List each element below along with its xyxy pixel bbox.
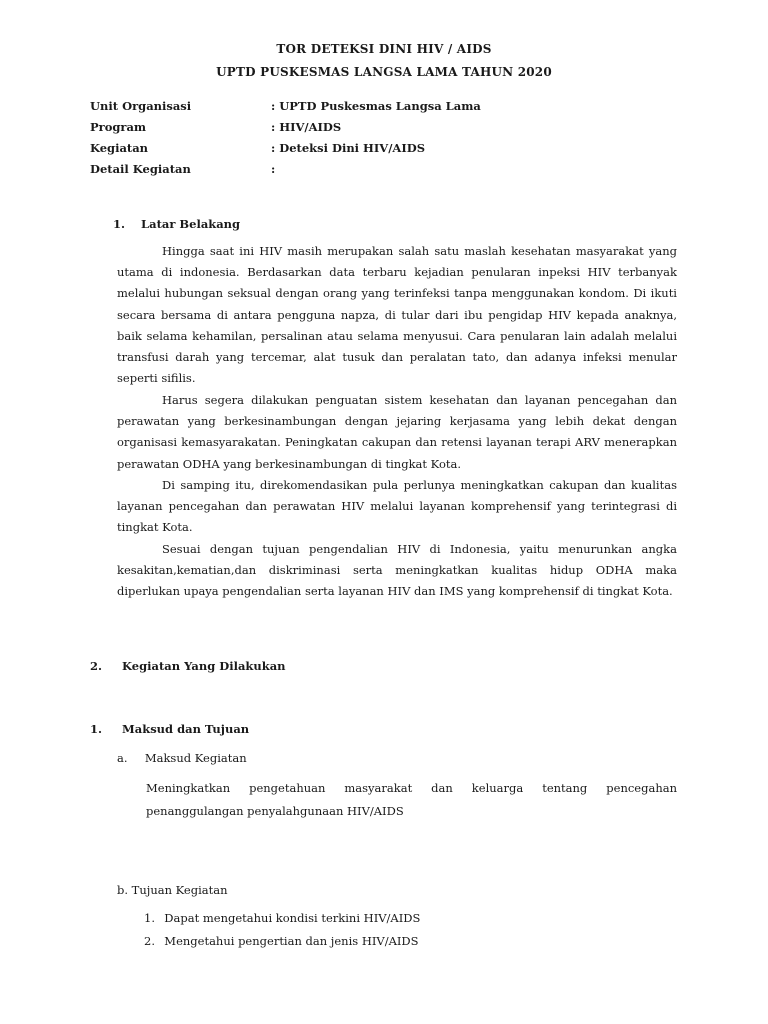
meta-row-unit xyxy=(90,99,481,113)
list-text: Mengetahui pengertian dan jenis HIV/AIDS xyxy=(164,934,419,948)
paragraph-2: Harus segera dilakukan penguatan sistem kesehatan dan layanan pencegahan dan perawatan yang berkesinambungan dengan jejaring kerjasama yang lebih dekat dengan organisasi kemasyarakatan. Peningkatan cakupan dan retensi layanan terapi ARV menerapkan perawatan ODHA yang berkesinambungan di tingkat Kota. xyxy=(117,393,677,471)
section-heading-maksud-tujuan xyxy=(90,722,249,736)
section-title: Kegiatan Yang Dilakukan xyxy=(122,659,286,673)
sub-heading-maksud xyxy=(117,751,247,765)
maksud-text xyxy=(146,777,677,823)
paragraph-1: Hingga saat ini HIV masih merupakan salah satu maslah kesehatan masyarakat yang utama di indonesia. Berdasarkan data terbaru kejadian penularan inpeksi HIV terbanyak melalui hubungan seksual dengan orang yang terinfeksi tanpa menggunakan kondom. Di ikuti secara bersama di antara pengguna napza, di tular dari ibu pengidap HIV kepada anaknya, baik selama kehamilan, persalinan atau selama menyusui. Cara penularan lain adalah melalui transfusi darah yang tercemar, alat tusuk dan peralatan tato, dan adanya infeksi menular seperti sifilis. xyxy=(117,244,677,386)
sub-label: Maksud Kegiatan xyxy=(144,751,247,765)
paragraph-4: Sesuai dengan tujuan pengendalian HIV di Indonesia, yaitu menurunkan angka kesakitan,kematian,dan diskriminasi serta meningkatkan kualitas hidup ODHA maka diperlukan upaya pengendalian serta layanan HIV dan IMS yang komprehensif di tingkat Kota. xyxy=(117,542,677,599)
meta-value: : UPTD Puskesmas Langsa Lama xyxy=(271,99,481,113)
section-heading-latar-belakang xyxy=(113,217,240,231)
meta-label: Program xyxy=(90,120,147,134)
paragraph-3: Di samping itu, direkomendasikan pula perlunya meningkatkan cakupan dan kualitas layanan pencegahan dan perawatan HIV melalui layanan komprehensif yang terintegrasi di tingkat Kota. xyxy=(117,478,677,535)
meta-value: : xyxy=(271,162,276,176)
document-title-line-2: UPTD PUSKESMAS LANGSA LAMA TAHUN 2020 xyxy=(216,65,552,79)
meta-row-detail xyxy=(90,162,275,176)
meta-label: Unit Organisasi xyxy=(90,99,192,113)
list-marker: 1. xyxy=(144,911,155,925)
section-number: 2. xyxy=(90,659,103,673)
sub-marker: a. xyxy=(117,751,128,765)
section-title: Maksud dan Tujuan xyxy=(122,722,250,736)
section-title: Latar Belakang xyxy=(141,217,241,231)
meta-label: Kegiatan xyxy=(90,141,149,155)
document-title-line-1: TOR DETEKSI DINI HIV / AIDS xyxy=(276,42,492,56)
meta-value: : HIV/AIDS xyxy=(271,120,342,134)
meta-row-program xyxy=(90,120,341,134)
meta-value: : Deteksi Dini HIV/AIDS xyxy=(271,141,426,155)
list-text: Dapat mengetahui kondisi terkini HIV/AIDS xyxy=(164,911,421,925)
section-number: 1. xyxy=(90,722,103,736)
maksud-line-1: Meningkatkan pengetahuan masyarakat dan keluarga tentang pencegahan xyxy=(146,781,677,795)
section-number: 1. xyxy=(113,217,126,231)
list-marker: 2. xyxy=(144,934,155,948)
tujuan-item-1 xyxy=(144,911,420,925)
meta-label: Detail Kegiatan xyxy=(90,162,191,176)
sub-heading-tujuan: b. Tujuan Kegiatan xyxy=(117,883,228,897)
section-heading-kegiatan xyxy=(90,659,286,673)
meta-row-kegiatan xyxy=(90,141,425,155)
maksud-line-2: penanggulangan penyalahgunaan HIV/AIDS xyxy=(146,804,404,818)
tujuan-item-2 xyxy=(144,934,419,948)
